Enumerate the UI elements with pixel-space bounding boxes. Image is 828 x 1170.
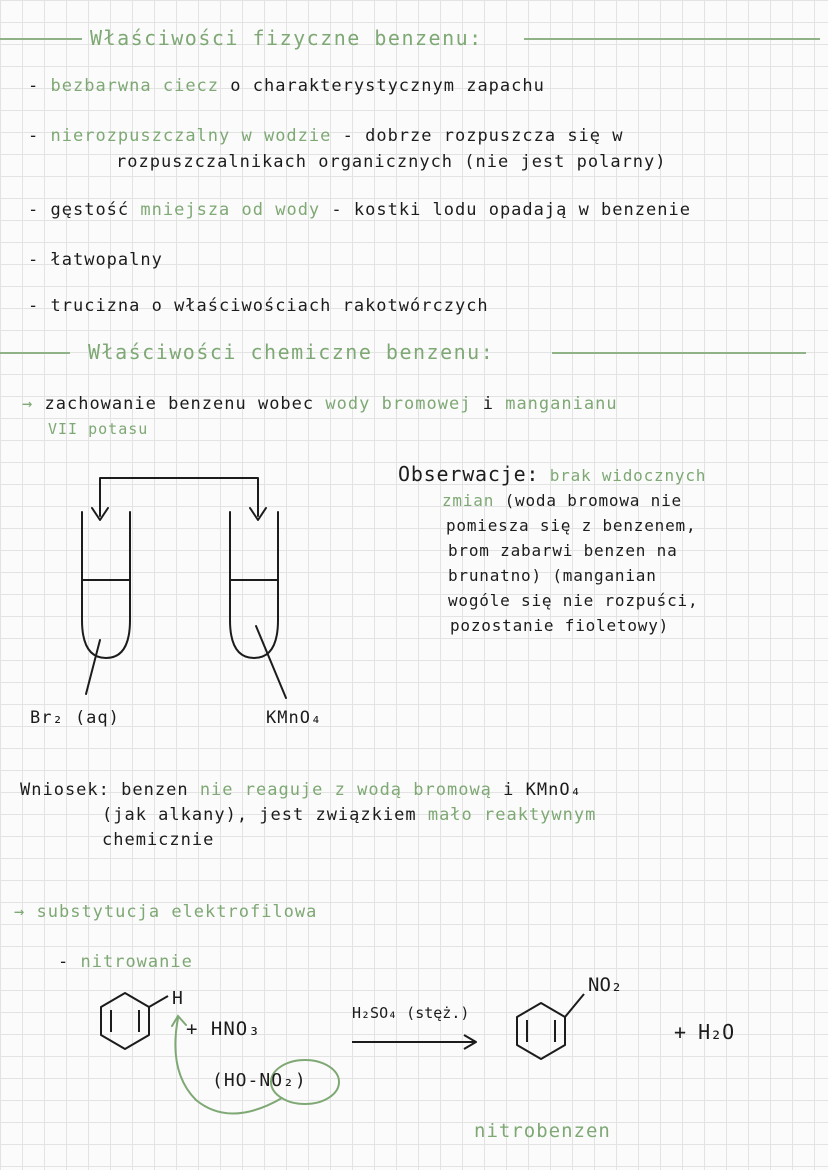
product-name: nitrobenzen (474, 1120, 611, 1142)
observations-block: Obserwacje: brak widocznych zmian (woda bromowa nie pomiesza się z benzenem, brom zabarwi benzen na brunatno) (manganian wogóle się nie rozpuści, pozostanie fioletowy) (398, 462, 707, 635)
tube2-label: KMnO₄ (266, 708, 323, 728)
list-item: - łatwopalny (28, 250, 163, 270)
tube1-label: Br₂ (aq) (30, 708, 120, 728)
observations-label: Obserwacje: (398, 462, 540, 486)
section3-heading: → substytucja elektrofilowa (14, 902, 318, 922)
list-item-continued: rozpuszczalnikach organicznych (nie jest polarny) (116, 152, 667, 172)
subheading: - nitrowanie (58, 952, 193, 972)
section1-heading: Właściwości fizyczne benzenu: (90, 26, 483, 50)
intro-line: → zachowanie benzenu wobec wody bromowej i manganianu (22, 394, 618, 414)
conclusion-line: Wniosek: benzen nie reaguje z wodą bromową i KMnO₄ (20, 780, 582, 800)
plus-water: + H₂O (674, 1020, 735, 1044)
intro-line-continued: VII potasu (48, 420, 149, 438)
section2-heading: Właściwości chemiczne benzenu: (88, 340, 495, 364)
list-item: - gęstość mniejsza od wody - kostki lodu opadają w benzenie (28, 200, 691, 220)
list-item: - nierozpuszczalny w wodzie - dobrze rozpuszcza się w (28, 126, 624, 146)
conclusion-line: (jak alkany), jest związkiem mało reaktywnym (102, 805, 597, 825)
hno3-expanded: (HO-NO₂) (212, 1070, 307, 1091)
conclusion-label: Wniosek: (20, 780, 110, 800)
list-item: - bezbarwna ciecz o charakterystycznym zapachu (28, 76, 545, 96)
list-item: - trucizna o właściwościach rakotwórczych (28, 296, 489, 316)
hydrogen-atom: H (172, 988, 183, 1009)
plus-hno3: + HNO₃ (186, 1018, 261, 1040)
no2-group: NO₂ (588, 974, 623, 996)
catalyst-label: H₂SO₄ (stęż.) (352, 1004, 470, 1022)
conclusion-line: chemicznie (102, 830, 215, 850)
